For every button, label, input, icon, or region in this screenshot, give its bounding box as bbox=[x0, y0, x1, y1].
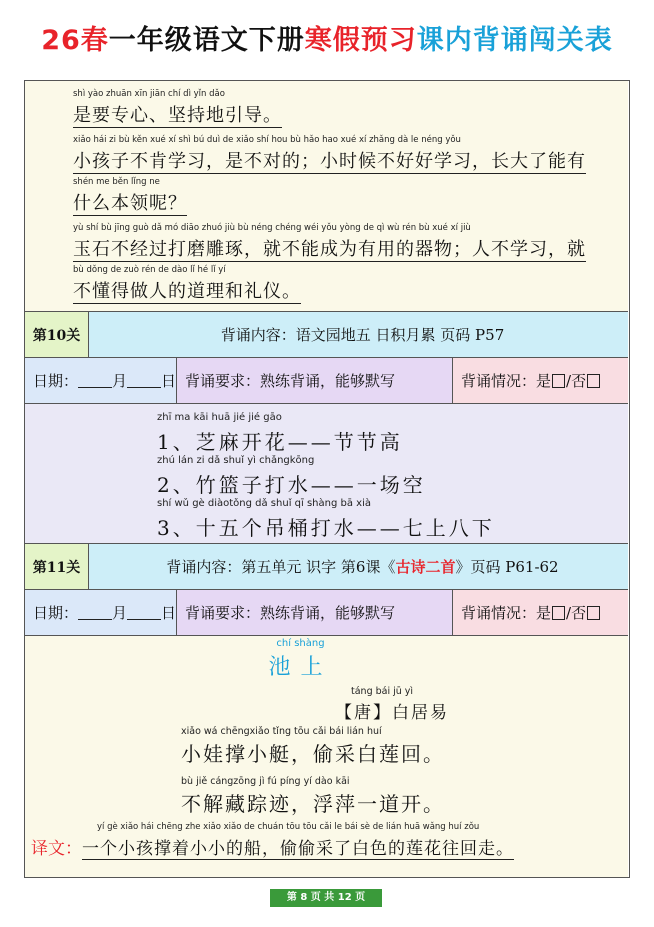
passage-line bbox=[73, 223, 623, 262]
pinyin: bù dǒng de zuò rén de dào lǐ hé lǐ yí bbox=[73, 265, 226, 275]
level-10-status-row bbox=[25, 357, 628, 403]
content-text: 背诵内容：第五单元 识字 第6课《 bbox=[166, 558, 396, 576]
level-11-status-row bbox=[25, 589, 628, 635]
idiom-item bbox=[157, 412, 403, 455]
passage-line bbox=[73, 135, 623, 174]
title-checklist: 课内背诵闯关表 bbox=[416, 25, 613, 56]
level-11-situation[interactable] bbox=[453, 590, 628, 635]
poem-line bbox=[181, 726, 445, 767]
hanzi: 玉石不经过打磨雕琢，就不能成为有用的器物；人不学习，就 bbox=[73, 235, 586, 262]
pinyin: yí gè xiǎo hái chēng zhe xiǎo xiǎo de chuán tōu tōu cǎi le bái sè de lián huā wǎng huí zǒu bbox=[97, 822, 480, 832]
no-checkbox[interactable] bbox=[587, 606, 600, 620]
level-11-label: 第11关 bbox=[25, 544, 89, 589]
pinyin: shí wǔ gè diàotǒng dǎ shuǐ qī shàng bā xià bbox=[157, 498, 371, 509]
translation bbox=[31, 822, 621, 860]
level-11-content bbox=[89, 544, 628, 589]
poem-title bbox=[0, 638, 602, 681]
pinyin: xiǎo hái zi bù kěn xué xí shì bú duì de xiǎo shí hou bù hǎo hao xué xí zhǎng dà le néng yǒu bbox=[73, 135, 461, 145]
level-11-header bbox=[25, 543, 628, 589]
hanzi: 小娃撑小艇，偷采白莲回。 bbox=[181, 742, 445, 766]
level-10-content: 背诵内容：语文园地五 日积月累 页码 P57 bbox=[89, 312, 628, 357]
level-11-date[interactable] bbox=[25, 590, 177, 635]
hanzi: 池上 bbox=[268, 655, 333, 680]
pinyin: bù jiě cángzōng jì fú píng yí dào kāi bbox=[181, 776, 350, 787]
idiom-item bbox=[157, 498, 495, 541]
passage-line bbox=[73, 177, 623, 216]
poem-section bbox=[25, 635, 628, 877]
hanzi: 什么本领呢？ bbox=[73, 189, 187, 216]
level-10-date[interactable] bbox=[25, 358, 177, 403]
level-10-requirement: 背诵要求：熟练背诵，能够默写 bbox=[177, 358, 453, 403]
no-checkbox[interactable] bbox=[587, 374, 600, 388]
date-label: 日期： bbox=[33, 604, 79, 622]
yes-checkbox[interactable] bbox=[552, 606, 565, 620]
or-label: /否 bbox=[566, 604, 587, 622]
title-grade: 一年级语文下册 bbox=[108, 25, 305, 56]
lesson-name: 古诗二首 bbox=[395, 558, 456, 576]
translation-text: 一个小孩撑着小小的船，偷偷采了白色的莲花往回走。 bbox=[82, 834, 514, 860]
level-10-situation[interactable] bbox=[453, 358, 628, 403]
pinyin: xiǎo wá chēngxiǎo tǐng tōu cǎi bái lián huí bbox=[181, 726, 382, 737]
page-number: 第 8 页 共 12 页 bbox=[270, 889, 382, 907]
level-11-requirement: 背诵要求：熟练背诵，能够默写 bbox=[177, 590, 453, 635]
page-title bbox=[0, 18, 654, 57]
poem-line bbox=[181, 776, 445, 817]
passage-line bbox=[73, 265, 623, 304]
title-preview: 寒假预习 bbox=[304, 25, 417, 56]
level-10-header bbox=[25, 311, 628, 357]
pinyin: yù shí bù jīng guò dǎ mó diāo zhuó jiù bù néng chéng wéi yǒu yòng de qì wù rén bù xué xí jiù bbox=[73, 223, 471, 233]
day-label: 日 bbox=[160, 372, 176, 390]
translation-label: 译文： bbox=[31, 839, 82, 859]
pinyin: táng bái jū yì bbox=[351, 686, 414, 697]
hanzi: 【唐】白居易 bbox=[335, 703, 449, 723]
situation-label: 背诵情况：是 bbox=[461, 372, 552, 390]
idioms-section bbox=[25, 403, 628, 543]
hanzi: 不懂得做人的道理和礼仪。 bbox=[73, 277, 301, 304]
passage-line bbox=[73, 89, 623, 128]
title-year: 26春 bbox=[41, 25, 109, 56]
worksheet-frame bbox=[24, 80, 630, 878]
pinyin: zhú lán zi dǎ shuǐ yì chǎngkōng bbox=[157, 455, 315, 466]
month-label: 月 bbox=[111, 372, 127, 390]
or-label: /否 bbox=[566, 372, 587, 390]
date-label: 日期： bbox=[33, 372, 79, 390]
hanzi: 小孩子不肯学习，是不对的；小时候不好好学习，长大了能有 bbox=[73, 147, 586, 174]
content-page: 》页码 P61-62 bbox=[455, 558, 559, 576]
month-label: 月 bbox=[111, 604, 127, 622]
pinyin: chí shàng bbox=[276, 638, 325, 649]
situation-label: 背诵情况：是 bbox=[461, 604, 552, 622]
passage-section bbox=[25, 81, 628, 311]
idiom-item bbox=[157, 455, 426, 498]
pinyin: shén me běn lǐng ne bbox=[73, 177, 160, 187]
hanzi: 1、芝麻开花——节节高 bbox=[157, 430, 403, 454]
level-10-label: 第10关 bbox=[25, 312, 89, 357]
pinyin: shì yào zhuān xīn jiān chí dì yǐn dǎo bbox=[73, 89, 225, 99]
poem-author bbox=[335, 686, 449, 723]
hanzi: 3、十五个吊桶打水——七上八下 bbox=[157, 516, 495, 540]
yes-checkbox[interactable] bbox=[552, 374, 565, 388]
hanzi: 是要专心、坚持地引导。 bbox=[73, 101, 282, 128]
hanzi: 2、竹篮子打水——一场空 bbox=[157, 473, 426, 497]
pinyin: zhī ma kāi huā jié jié gāo bbox=[157, 412, 282, 423]
hanzi: 不解藏踪迹，浮萍一道开。 bbox=[181, 792, 445, 816]
day-label: 日 bbox=[160, 604, 176, 622]
